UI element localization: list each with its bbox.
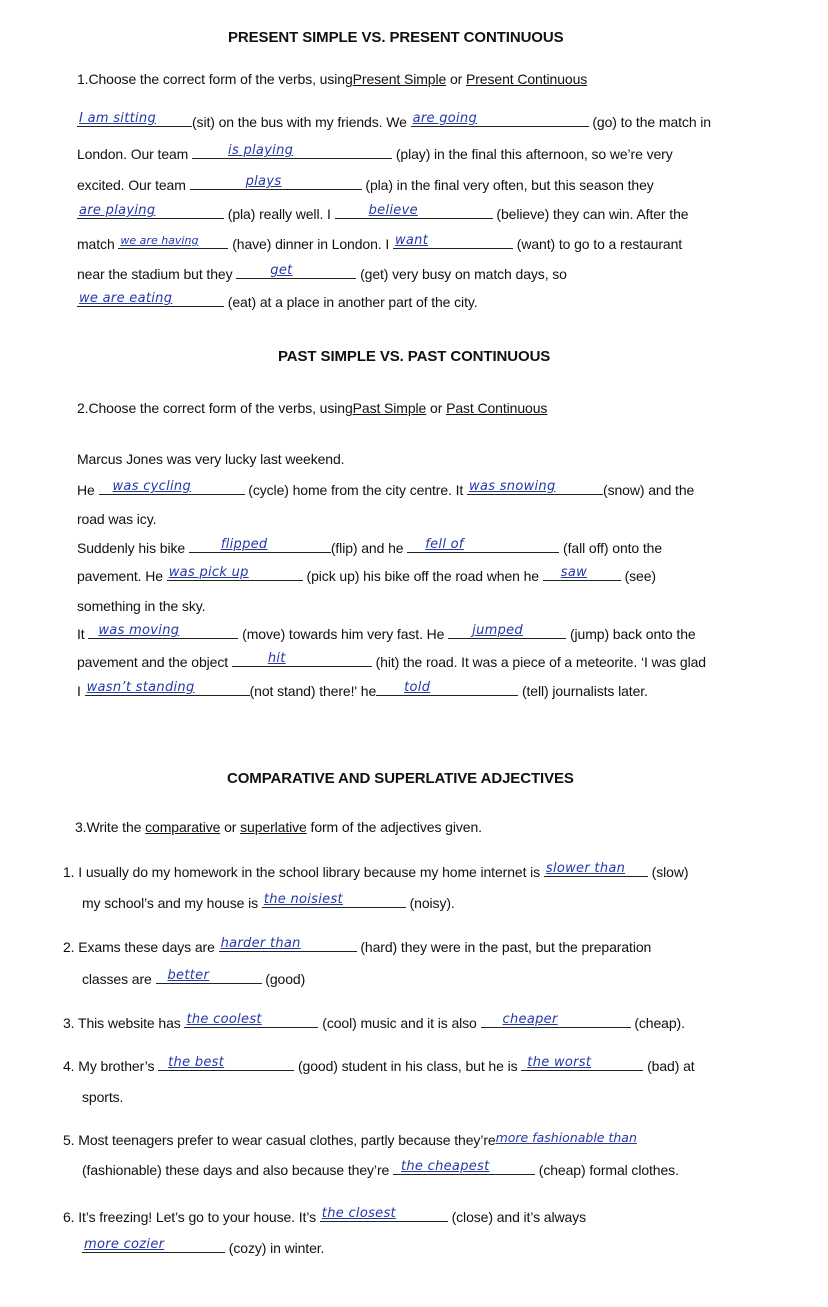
answer-blank-s3-8[interactable] <box>521 1056 643 1071</box>
sentence-text: near the stadium but they <box>77 266 237 282</box>
handwritten-answer: told <box>404 680 431 695</box>
handwritten-answer: the coolest <box>186 1012 262 1027</box>
sentence-text: (good) <box>265 971 306 987</box>
handwritten-answer: wasn’t standing <box>86 680 195 695</box>
s3-q4-line-2: sports. <box>82 1089 124 1105</box>
answer-blank-s2-10[interactable] <box>85 681 250 696</box>
instr-text: 1.Choose the correct form of the verbs, using <box>77 71 353 87</box>
sentence-text: (move) towards him very fast. He <box>242 626 449 642</box>
answer-blank-s3-1[interactable] <box>544 862 648 877</box>
handwritten-answer: the noisiest <box>263 892 343 907</box>
handwritten-answer: was moving <box>98 623 180 638</box>
s2-line-5: something in the sky. <box>77 598 206 614</box>
answer-blank-s2-4[interactable] <box>407 538 559 553</box>
sentence-text: (cycle) home from the city centre. It <box>248 482 468 498</box>
sentence-text: match <box>77 236 119 252</box>
s3-q1-line-1 <box>63 862 688 881</box>
sentence-text: (have) dinner in London. I <box>232 236 393 252</box>
answer-blank-s3-11[interactable] <box>320 1207 448 1222</box>
s3-q2-line-2 <box>82 969 305 988</box>
answer-blank-s3-5[interactable] <box>184 1013 318 1028</box>
sentence-text: pavement. He <box>77 568 167 584</box>
answer-blank-s2-7[interactable] <box>88 624 238 639</box>
sentence-text: (slow) <box>651 864 689 880</box>
s2-intro: Marcus Jones was very lucky last weekend. <box>77 451 345 467</box>
answer-blank-s2-11[interactable] <box>376 681 518 696</box>
sentence-text: (fashionable) these days and also because they’re <box>82 1162 393 1178</box>
answer-blank-s2-2[interactable] <box>467 480 603 495</box>
handwritten-answer: we are eating <box>79 291 173 306</box>
handwritten-answer: more cozier <box>84 1237 165 1252</box>
sentence-text: my school’s and my house is <box>82 895 262 911</box>
handwritten-answer: flipped <box>220 537 268 552</box>
sentence-text: (flip) and he <box>330 540 408 556</box>
handwritten-answer: I am sitting <box>79 111 157 126</box>
s2-line-3 <box>77 538 662 557</box>
instr-comparative: comparative <box>145 819 221 835</box>
section2-instruction <box>77 399 547 417</box>
section2-title: PAST SIMPLE VS. PAST CONTINUOUS <box>278 348 551 365</box>
handwritten-answer: better <box>167 968 210 983</box>
handwritten-answer: saw <box>560 565 588 580</box>
s1-line-1 <box>77 112 711 131</box>
section1-title: PRESENT SIMPLE VS. PRESENT CONTINUOUS <box>228 29 564 46</box>
sentence-text: (pla) really well. I <box>227 206 335 222</box>
s2-line-2: road was icy. <box>77 511 157 527</box>
sentence-text: (play) in the final this afternoon, so we’re very <box>395 146 673 162</box>
sentence-text: classes are <box>82 971 156 987</box>
instr-or: or <box>446 71 466 87</box>
sentence-text: (hard) they were in the past, but the preparation <box>360 939 652 955</box>
sentence-text: (cozy) in winter. <box>228 1240 325 1256</box>
answer-blank-s3-10[interactable] <box>393 1160 535 1175</box>
s2-line-7 <box>77 652 706 671</box>
handwritten-answer: fell of <box>425 537 464 552</box>
handwritten-answer: jumped <box>472 623 523 638</box>
answer-blank-8[interactable] <box>393 234 513 249</box>
s3-q6-line-2 <box>82 1238 324 1257</box>
s1-line-3 <box>77 175 654 194</box>
section3-title: COMPARATIVE AND SUPERLATIVE ADJECTIVES <box>227 770 574 787</box>
sentence-text: (hit) the road. It was a piece of a meteorite. ‘I was glad <box>375 654 706 670</box>
answer-blank-2[interactable] <box>411 112 589 127</box>
answer-blank-s3-9[interactable] <box>496 1131 678 1145</box>
handwritten-answer: hit <box>267 651 286 666</box>
sentence-text: 5. Most teenagers prefer to wear casual clothes, partly because they’re <box>63 1132 496 1148</box>
sentence-text: Suddenly his bike <box>77 540 189 556</box>
answer-blank-s2-5[interactable] <box>167 566 303 581</box>
sentence-text: excited. Our team <box>77 177 190 193</box>
handwritten-answer: more fashionable than <box>495 1130 637 1145</box>
s3-q2-line-1 <box>63 937 651 956</box>
sentence-text: 3. This website has <box>63 1015 185 1031</box>
sentence-text: (close) and it’s always <box>451 1209 586 1225</box>
handwritten-answer: the cheapest <box>400 1159 490 1174</box>
handwritten-answer: is playing <box>228 143 294 158</box>
answer-blank-s2-6[interactable] <box>543 566 621 581</box>
answer-blank-6[interactable] <box>335 204 493 219</box>
sentence-text: (get) very busy on match days, so <box>360 266 567 282</box>
sentence-text: He <box>77 482 99 498</box>
answer-blank-s3-7[interactable] <box>158 1056 294 1071</box>
answer-blank-1[interactable] <box>77 112 192 127</box>
instr-past-simple: Past Simple <box>352 400 427 416</box>
sentence-text: (tell) journalists later. <box>521 683 648 699</box>
answer-blank-10[interactable] <box>77 292 224 307</box>
answer-blank-s2-3[interactable] <box>189 538 331 553</box>
answer-blank-s3-12[interactable] <box>82 1238 225 1253</box>
handwritten-answer: the closest <box>321 1206 396 1221</box>
sentence-text: London. Our team <box>77 146 193 162</box>
handwritten-answer: harder than <box>220 936 301 951</box>
handwritten-answer: slower than <box>545 861 626 876</box>
sentence-text: (fall off) onto the <box>563 540 663 556</box>
sentence-text: 1. I usually do my homework in the school library because my home internet is <box>63 864 544 880</box>
handwritten-answer: was snowing <box>469 479 556 494</box>
sentence-text: (sit) on the bus with my friends. We <box>192 114 411 130</box>
sentence-text: (good) student in his class, but he is <box>297 1058 522 1074</box>
sentence-text: (noisy). <box>409 895 455 911</box>
sentence-text: (go) to the match in <box>592 114 711 130</box>
s2-line-8 <box>77 681 648 700</box>
answer-blank-s3-6[interactable] <box>481 1013 631 1028</box>
s1-line-7 <box>77 292 478 311</box>
s3-q5-line-2 <box>82 1160 679 1179</box>
sentence-text: pavement and the object <box>77 654 232 670</box>
sentence-text: (cool) music and it is also <box>322 1015 481 1031</box>
s2-line-4 <box>77 566 656 585</box>
sentence-text: (not stand) there!' he <box>249 683 377 699</box>
s1-line-5 <box>77 234 682 253</box>
answer-blank-s2-8[interactable] <box>448 624 566 639</box>
handwritten-answer: we are having <box>120 234 199 247</box>
sentence-text: 6. It’s freezing! Let’s go to your house. It’s <box>63 1209 320 1225</box>
handwritten-answer: plays <box>245 174 282 189</box>
instr-or: or <box>426 400 447 416</box>
s3-q6-line-1 <box>63 1207 586 1226</box>
s2-line-6 <box>77 624 696 643</box>
sentence-text: It <box>77 626 89 642</box>
s2-line-1 <box>77 480 694 499</box>
sentence-text: (eat) at a place in another part of the city. <box>227 294 478 310</box>
instr-present-simple: Present Simple <box>352 71 447 87</box>
handwritten-answer: want <box>394 233 429 248</box>
sentence-text: (cheap) formal clothes. <box>538 1162 679 1178</box>
sentence-text: (bad) at <box>647 1058 695 1074</box>
s1-line-4 <box>77 204 688 223</box>
s3-q1-line-2 <box>82 893 455 912</box>
sentence-text: (jump) back onto the <box>569 626 696 642</box>
sentence-text: (pla) in the final very often, but this season they <box>365 177 654 193</box>
handwritten-answer: the best <box>168 1055 225 1070</box>
sentence-text: (believe) they can win. After the <box>496 206 689 222</box>
handwritten-answer: get <box>270 263 293 278</box>
instr-text: 2.Choose the correct form of the verbs, using <box>77 400 353 416</box>
section1-instruction <box>77 70 587 88</box>
s1-line-6 <box>77 264 567 283</box>
handwritten-answer: believe <box>368 203 418 218</box>
sentence-text: (see) <box>624 568 656 584</box>
sentence-text: I <box>77 683 85 699</box>
answer-blank-7[interactable] <box>118 234 228 249</box>
sentence-text: (pick up) his bike off the road when he <box>306 568 543 584</box>
answer-blank-s2-1[interactable] <box>99 480 245 495</box>
answer-blank-s2-9[interactable] <box>232 652 372 667</box>
instr-text: 3.Write the <box>75 819 146 835</box>
section3-instruction <box>75 818 482 836</box>
instr-present-continuous: Present Continuous <box>466 71 588 87</box>
handwritten-answer: are playing <box>79 203 156 218</box>
instr-suffix: form of the adjectives given. <box>306 819 482 835</box>
handwritten-answer: was cycling <box>112 479 192 494</box>
sentence-text: (snow) and the <box>603 482 695 498</box>
answer-blank-4[interactable] <box>190 175 362 190</box>
handwritten-answer: cheaper <box>502 1012 558 1027</box>
answer-blank-3[interactable] <box>192 144 392 159</box>
handwritten-answer: the worst <box>527 1055 592 1070</box>
answer-blank-9[interactable] <box>236 264 356 279</box>
instr-superlative: superlative <box>240 819 307 835</box>
s3-q5-line-1 <box>63 1131 678 1149</box>
handwritten-answer: are going <box>412 111 478 126</box>
sentence-text: 4. My brother’s <box>63 1058 159 1074</box>
answer-blank-s3-4[interactable] <box>156 969 262 984</box>
sentence-text: 2. Exams these days are <box>63 939 219 955</box>
handwritten-answer: was pick up <box>168 565 249 580</box>
instr-or: or <box>220 819 241 835</box>
instr-past-continuous: Past Continuous <box>446 400 548 416</box>
sentence-text: (cheap). <box>634 1015 685 1031</box>
sentence-text: (want) to go to a restaurant <box>516 236 683 252</box>
answer-blank-5[interactable] <box>77 204 224 219</box>
s3-q4-line-1 <box>63 1056 695 1075</box>
s3-q3-line <box>63 1013 685 1032</box>
answer-blank-s3-3[interactable] <box>219 937 357 952</box>
answer-blank-s3-2[interactable] <box>262 893 406 908</box>
s1-line-2 <box>77 144 673 163</box>
